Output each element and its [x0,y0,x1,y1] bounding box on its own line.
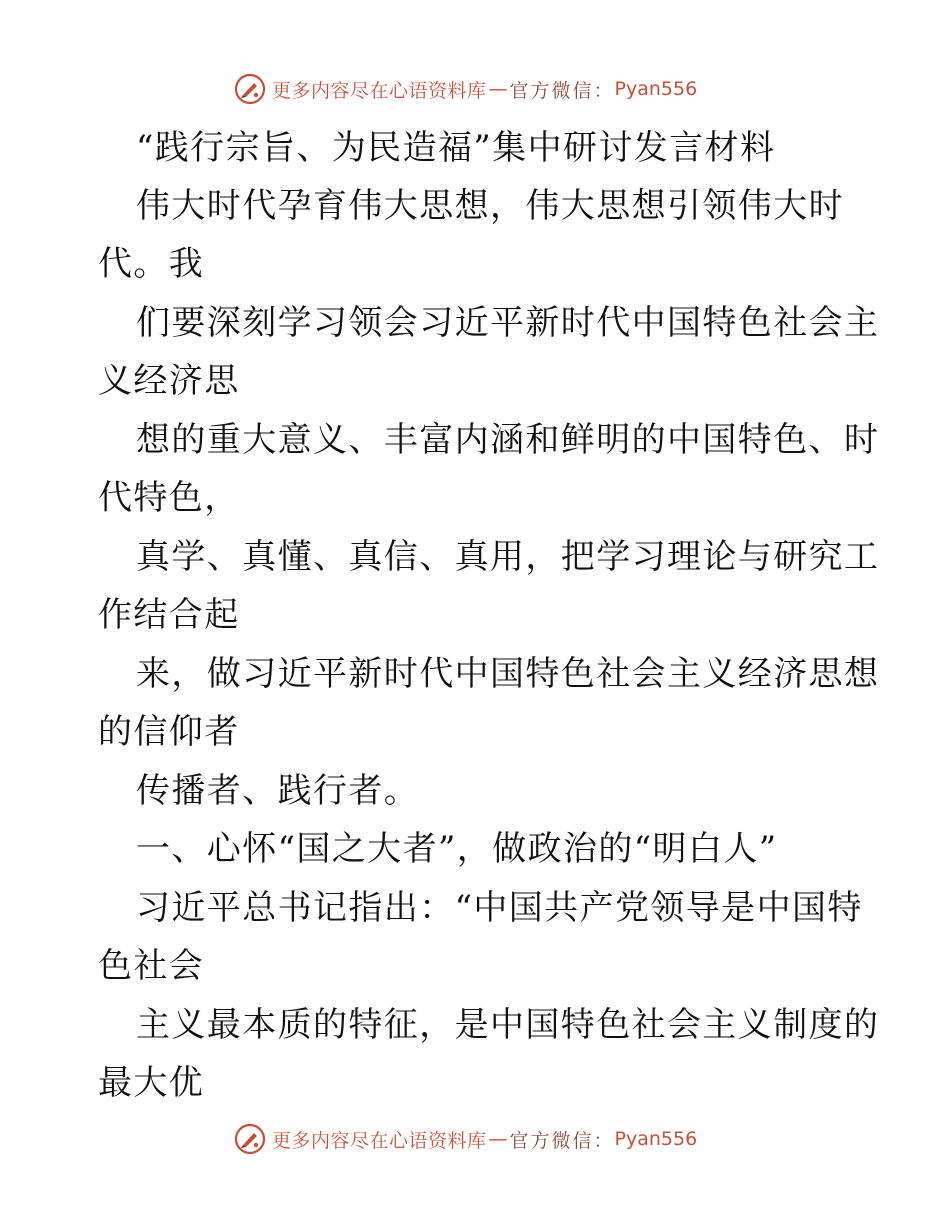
banner-separator: — [488,1128,508,1150]
pen-logo-icon [234,1123,266,1155]
paragraph-line: 想的重大意义、丰富内涵和鲜明的中国特色、时 [136,420,880,460]
paragraph-line: 习近平总书记指出：“中国共产党领导是中国特 [136,888,863,928]
banner-wechat-id: Pyan556 [614,78,698,100]
paragraph-line: 最大优 [98,1063,205,1103]
banner-wechat-label: 官方微信： [509,79,615,102]
paragraph-line: 们要深刻学习领会习近平新时代中国特色社会主 [136,303,880,343]
paragraph-line: 来，做习近平新时代中国特色社会主义经济思想 [136,654,880,694]
footer-banner [234,1122,697,1156]
paragraph-line: 传播者、践行者。 [136,771,420,811]
paragraph-line: 代特色， [98,478,240,518]
banner-wechat-id: Pyan556 [614,1128,698,1150]
paragraph-line: 义经济思 [98,361,240,401]
banner-text: 更多内容尽在心语资料库 [272,1129,487,1152]
pen-logo-icon [234,73,266,105]
paragraph-line: 真学、真懂、真信、真用，把学习理论与研究工 [136,537,880,577]
header-banner [234,72,697,106]
section-heading: 一、心怀“国之大者”，做政治的“明白人” [136,829,778,869]
paragraph-line: 的信仰者 [98,712,240,752]
paragraph-line: 主义最本质的特征，是中国特色社会主义制度的 [136,1005,880,1045]
paragraph-line: 作结合起 [98,595,240,635]
banner-text: 更多内容尽在心语资料库 [272,79,487,102]
paragraph-line: 伟大时代孕育伟大思想，伟大思想引领伟大时 [136,186,844,226]
document-title: “践行宗旨、为民造福”集中研讨发言材料 [136,128,776,168]
paragraph-line: 色社会 [98,946,205,986]
banner-wechat-label: 官方微信： [509,1129,615,1152]
banner-separator: — [488,78,508,100]
paragraph-line: 代。我 [98,244,205,284]
